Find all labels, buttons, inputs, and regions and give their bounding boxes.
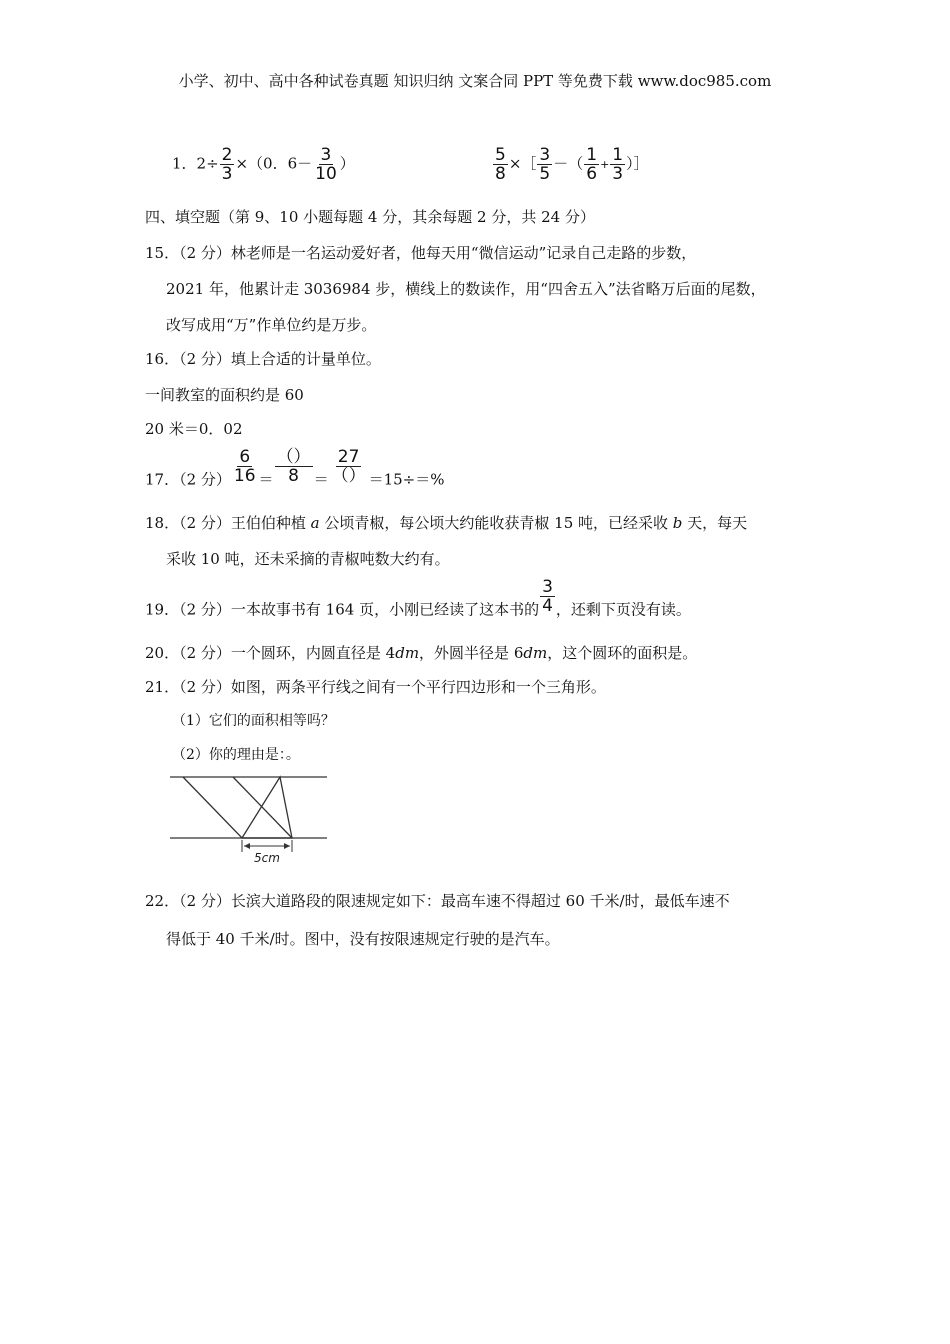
q18-line-1: 18．（2 分）王伯伯种植 a 公顷青椒，每公顷大约能收获青椒 15 吨，已经采收 b 天，每天 (145, 514, 748, 532)
q17-prefix: 17．（2 分） (145, 470, 231, 489)
q17-fraction-2: $\frac{()}{8}$ (276, 447, 311, 486)
expression-2 (492, 146, 649, 183)
expr2-mid: ×［ (508, 154, 537, 173)
q21-sub-2: （2）你的理由是：。 (172, 747, 300, 763)
expr1-fraction-2: $\frac{3}{10}$ (315, 145, 337, 184)
expr2-fraction-2: $\frac{3}{5}$ (539, 145, 551, 184)
page-header: 小学、初中、高中各种试卷真题 知识归纳 文案合同 PPT 等免费下载 www.doc985.com (178, 72, 772, 90)
q17-fraction-3: $\frac{27}{()}$ (331, 447, 366, 486)
q17-equals-2: ＝ (313, 470, 329, 489)
dimension-label: 5cm (254, 851, 280, 865)
q19-fraction: $\frac{3}{4}$ (542, 577, 553, 616)
q21-figure (165, 770, 335, 870)
expr2-fraction-1: $\frac{5}{8}$ (495, 145, 506, 184)
expr2-fraction-4: $\frac{1}{3}$ (612, 145, 624, 184)
section-4-heading: 四、填空题（第 9、10 小题每题 4 分，其余每题 2 分，共 24 分） (145, 208, 595, 226)
q16-line-3: 20 米＝0．02 (145, 420, 243, 438)
expr2-plus: + (600, 158, 610, 171)
q17-fraction-1: $\frac{6}{16}$ (233, 447, 256, 486)
q15-line-3: 改写成用“万”作单位约是万步。 (166, 316, 377, 334)
q20-unit-2: dm (523, 644, 548, 662)
q20-line: 20．（2 分）一个圆环，内圆直径是 4dm，外圆半径是 6dm，这个圆环的面积是。 (145, 644, 698, 662)
expr2-mid2: －（ (553, 154, 584, 173)
expression-1 (172, 146, 355, 183)
q17-suffix: ＝15÷＝% (368, 470, 445, 489)
expr1-lead: 1．2÷ (172, 154, 219, 173)
q22-line-2: 得低于 40 千米/时。图中，没有按限速规定行驶的是汽车。 (166, 930, 560, 948)
expr1-mid: ×（0．6－ (235, 154, 313, 173)
q17-line (145, 448, 445, 490)
expr2-end: ）］ (626, 154, 649, 173)
q20-unit-1: dm (395, 644, 420, 662)
q22-line-1: 22．（2 分）长滨大道路段的限速规定如下：最高车速不得超过 60 千米/时，最低车速不 (145, 892, 730, 910)
dimension-arrow-right (284, 843, 290, 849)
q21-line-1: 21．（2 分）如图，两条平行线之间有一个平行四边形和一个三角形。 (145, 678, 606, 696)
dimension-arrow-left (244, 843, 250, 849)
q17-equals-1: ＝ (258, 470, 274, 489)
q15-line-2: 2021 年，他累计走 3036984 步，横线上的数读作，用“四舍五入”法省略万后面的尾数， (166, 280, 766, 298)
q18-line-2: 采收 10 吨，还未采摘的青椒吨数大约有。 (166, 550, 450, 568)
q21-sub-1: （1）它们的面积相等吗？ (172, 713, 335, 729)
expr1-end: ） (339, 154, 355, 173)
triangle-shape (242, 777, 292, 838)
q18-var-a: a (310, 514, 320, 532)
q16-line-2: 一间教室的面积约是 60 (145, 386, 304, 404)
q16-line-1: 16．（2 分）填上合适的计量单位。 (145, 350, 381, 368)
q19-line: 19．（2 分）一本故事书有 164 页，小刚已经读了这本书的 $\frac{3}{4}$ ，还剩下页没有读。 (145, 577, 691, 619)
expr1-fraction-1: $\frac{2}{3}$ (221, 145, 233, 184)
q18-var-b: b (672, 514, 683, 532)
expr2-fraction-3: $\frac{1}{6}$ (586, 145, 598, 184)
q15-line-1: 15．（2 分）林老师是一名运动爱好者，他每天用“微信运动”记录自己走路的步数， (145, 244, 697, 262)
parallelogram-shape (183, 777, 292, 838)
